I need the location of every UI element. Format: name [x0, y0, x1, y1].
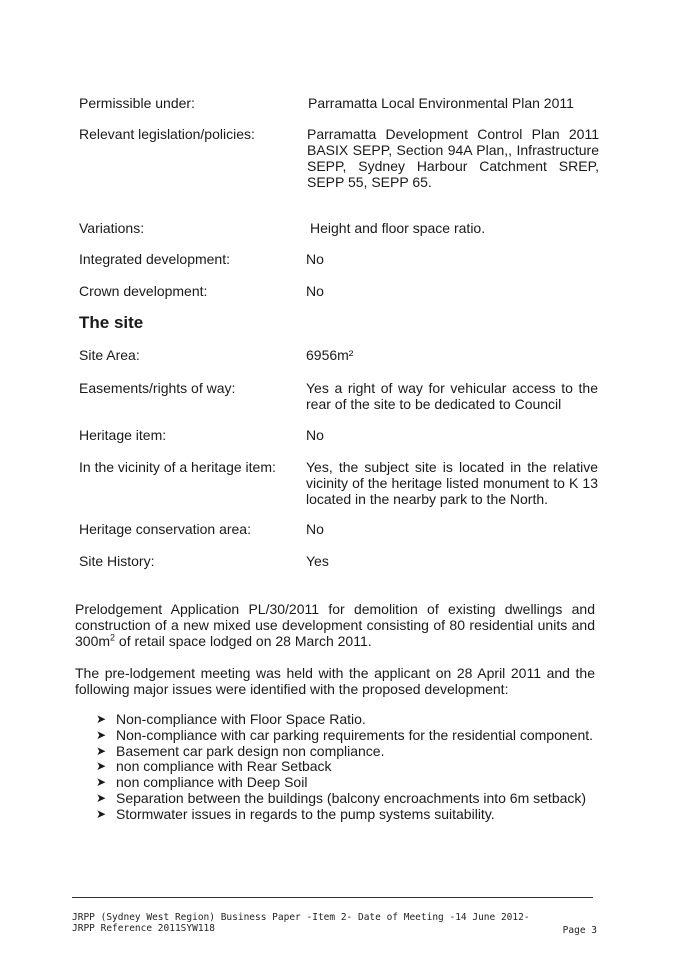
list-item: [96, 727, 593, 743]
site-value: No: [306, 521, 324, 537]
issue-text: non compliance with Deep Soil: [116, 774, 308, 791]
footer-line-reference: JRPP Reference 2011SYW118: [72, 923, 215, 934]
list-item: [96, 711, 593, 727]
prelodgement-paragraph: [75, 601, 595, 649]
detail-value: No: [306, 283, 324, 299]
detail-label: Relevant legislation/policies:: [79, 126, 255, 142]
page-footer: [72, 912, 597, 934]
site-value: No: [306, 427, 324, 443]
detail-label: Integrated development:: [79, 251, 230, 267]
list-item: [96, 743, 593, 759]
arrowhead-bullet-icon: ➤: [96, 806, 107, 821]
issue-text: Basement car park design non compliance.: [116, 742, 385, 759]
page-number: Page 3: [562, 925, 597, 936]
detail-label: Permissible under:: [79, 95, 195, 111]
issue-text: non compliance with Rear Setback: [116, 758, 332, 775]
list-item: [96, 758, 593, 774]
detail-value: Height and floor space ratio.: [310, 220, 486, 236]
site-label: In the vicinity of a heritage item:: [79, 459, 276, 475]
meeting-paragraph: The pre-lodgement meeting was held with the applicant on 28 April 2011 and the following major issues were identified with the proposed development:: [75, 665, 595, 697]
arrowhead-bullet-icon: ➤: [96, 712, 107, 726]
list-item: [96, 790, 593, 806]
detail-value: Parramatta Development Control Plan 2011 BASIX SEPP, Section 94A Plan,, Infrastructure SEPP, Sydney Harbour Catchment SREP, SEPP 55, SEPP 65.: [307, 126, 599, 190]
site-value: Yes: [306, 553, 329, 569]
detail-value: Parramatta Local Environmental Plan 2011: [308, 95, 574, 111]
arrowhead-bullet-icon: ➤: [96, 727, 107, 742]
prelodgement-text-end: of retail space lodged on 28 March 2011.: [115, 633, 372, 649]
detail-value: No: [306, 251, 324, 267]
detail-label: Crown development:: [79, 283, 208, 299]
site-label: Site History:: [79, 553, 155, 569]
issue-text: Non-compliance with car parking requirements for the residential component.: [116, 726, 594, 743]
issue-text: Non-compliance with Floor Space Ratio.: [116, 711, 366, 727]
issue-text: Stormwater issues in regards to the pump systems suitability.: [116, 805, 495, 822]
arrowhead-bullet-icon: ➤: [96, 790, 107, 805]
list-item: [96, 806, 593, 822]
site-value: 6956m²: [306, 347, 354, 363]
site-label: Site Area:: [79, 347, 140, 363]
site-label: Easements/rights of way:: [79, 380, 236, 396]
arrowhead-bullet-icon: ➤: [96, 775, 107, 790]
arrowhead-bullet-icon: ➤: [96, 759, 107, 774]
detail-label: Variations:: [79, 220, 145, 236]
site-label: Heritage conservation area:: [79, 521, 251, 537]
prelodgement-text: Prelodgement Application PL/30/2011 for demolition of existing dwellings and construction of a new mixed use development consisting of 80 residential units and 300m: [75, 601, 595, 649]
site-label: Heritage item:: [79, 427, 167, 443]
superscript-2: 2: [110, 632, 116, 643]
list-item: [96, 774, 593, 790]
site-value: Yes, the subject site is located in the relative vicinity of the heritage listed monument to K 13 located in the nearby park to the North.: [306, 459, 598, 507]
footer-divider: [72, 897, 593, 898]
issues-list: [96, 711, 593, 822]
footer-line-business-paper: JRPP (Sydney West Region) Business Paper -Item 2- Date of Meeting -14 June 2012-: [72, 912, 530, 923]
issue-text: Separation between the buildings (balcony encroachments into 6m setback): [116, 789, 587, 806]
site-value: Yes a right of way for vehicular access to the rear of the site to be dedicated to Council: [306, 380, 598, 412]
section-heading-site: The site: [79, 313, 144, 332]
arrowhead-bullet-icon: ➤: [96, 743, 107, 758]
